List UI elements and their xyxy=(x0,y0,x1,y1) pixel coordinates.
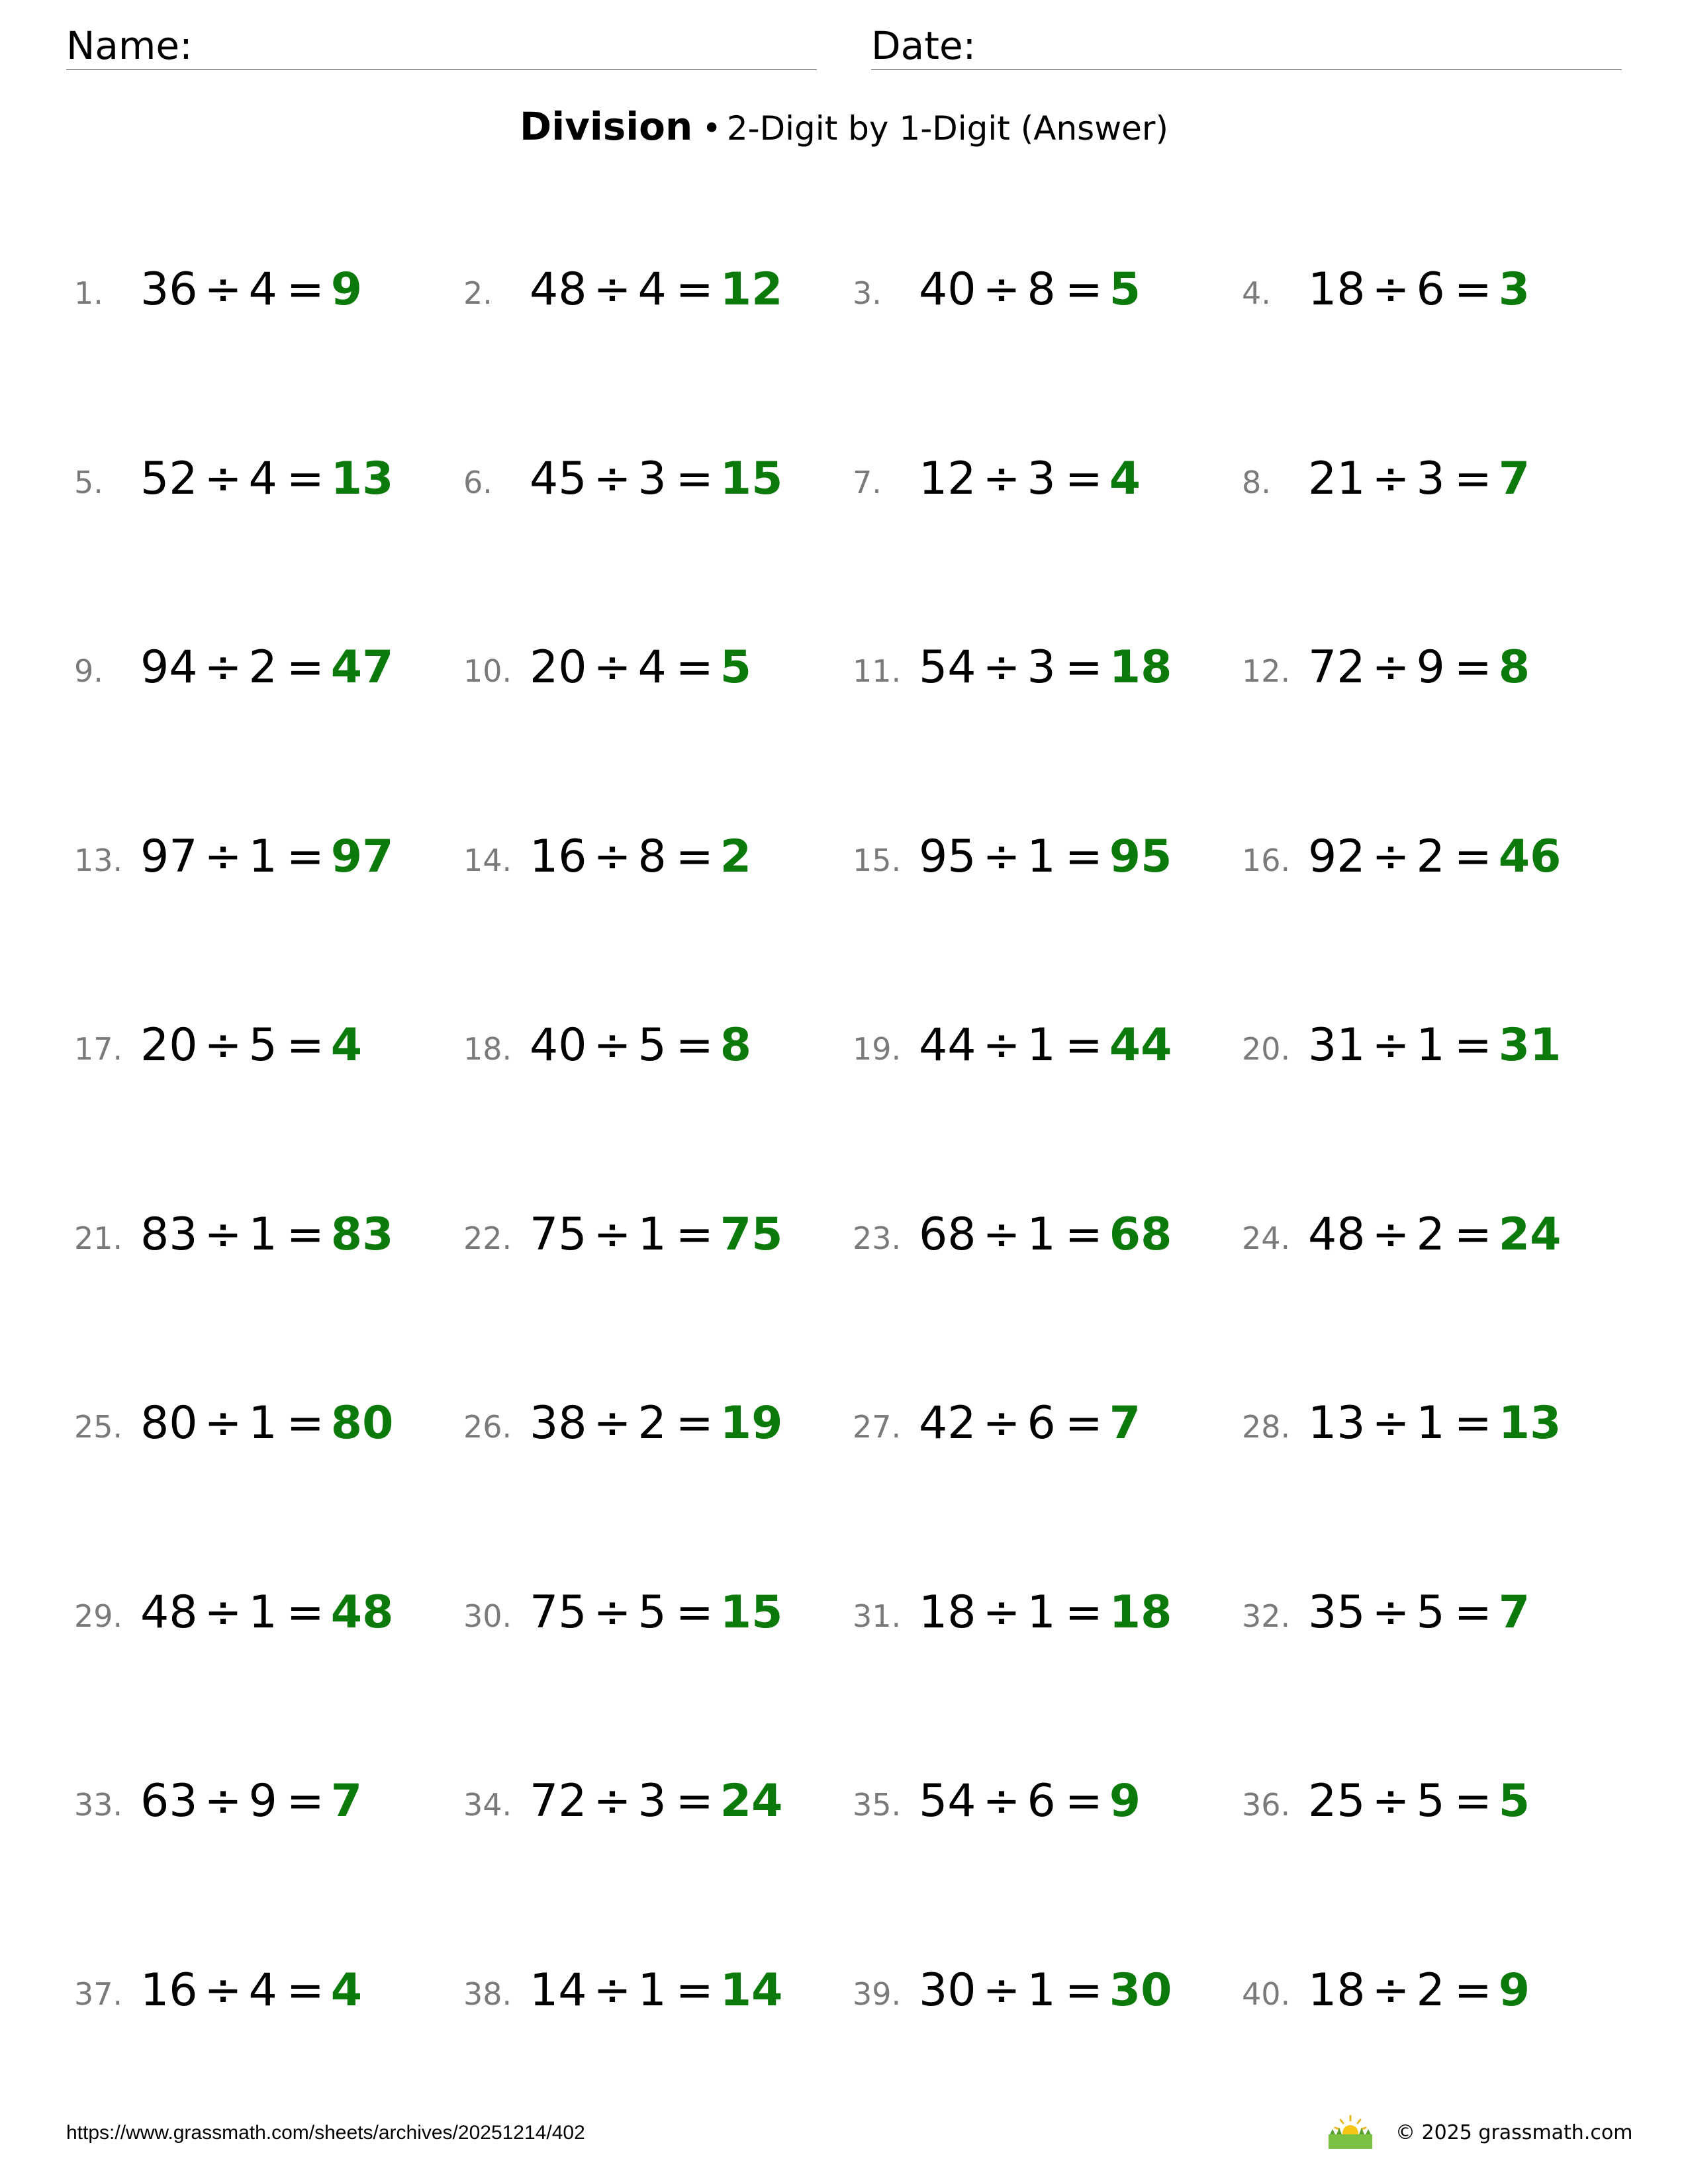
equals-sign: = xyxy=(1064,831,1103,883)
problem-answer: 15 xyxy=(720,453,783,505)
problem-number: 14. xyxy=(463,842,512,878)
dividend: 48 xyxy=(530,263,587,316)
problem-number: 35. xyxy=(853,1787,902,1823)
divisor: 1 xyxy=(1416,1019,1445,1071)
problem-number: 18. xyxy=(463,1031,512,1067)
equals-sign: = xyxy=(286,453,324,505)
problem-answer: 48 xyxy=(330,1586,394,1639)
dividend: 30 xyxy=(919,1964,976,2017)
division-sign: ÷ xyxy=(982,1208,1021,1261)
problem-answer: 31 xyxy=(1498,1019,1562,1071)
problem-expression xyxy=(1308,1208,1562,1261)
division-sign: ÷ xyxy=(982,641,1021,694)
problem-answer: 13 xyxy=(1498,1397,1562,1449)
problem-number: 30. xyxy=(463,1598,512,1634)
division-sign: ÷ xyxy=(1372,453,1410,505)
date-label: Date: xyxy=(871,23,976,68)
problem-answer: 4 xyxy=(330,1964,363,2017)
equals-sign: = xyxy=(675,1775,714,1827)
problem-number: 21. xyxy=(74,1220,123,1256)
dividend: 38 xyxy=(530,1397,587,1449)
equals-sign: = xyxy=(1064,453,1103,505)
divisor: 4 xyxy=(248,1964,277,2017)
equals-sign: = xyxy=(286,1208,324,1261)
equals-sign: = xyxy=(675,1397,714,1449)
division-sign: ÷ xyxy=(593,641,632,694)
problem-answer: 30 xyxy=(1109,1964,1172,2017)
problem-expression xyxy=(530,263,783,316)
problem-expression xyxy=(530,1586,783,1639)
equals-sign: = xyxy=(1064,1208,1103,1261)
divisor: 2 xyxy=(1416,1208,1445,1261)
equals-sign: = xyxy=(675,831,714,883)
problem-number: 3. xyxy=(853,275,882,311)
problem-expression xyxy=(1308,1775,1530,1827)
dividend: 95 xyxy=(919,831,976,883)
equals-sign: = xyxy=(675,1208,714,1261)
problem-answer: 7 xyxy=(330,1775,363,1827)
division-sign: ÷ xyxy=(1372,1397,1410,1449)
problem-expression xyxy=(919,263,1141,316)
problem-answer: 9 xyxy=(1109,1775,1141,1827)
division-sign: ÷ xyxy=(982,263,1021,316)
dividend: 35 xyxy=(1308,1586,1366,1639)
problem-number: 23. xyxy=(853,1220,902,1256)
division-sign: ÷ xyxy=(204,1019,242,1071)
problem-number: 5. xyxy=(74,465,103,500)
divisor: 4 xyxy=(248,263,277,316)
division-sign: ÷ xyxy=(204,1586,242,1639)
dividend: 18 xyxy=(919,1586,976,1639)
division-sign: ÷ xyxy=(204,1775,242,1827)
divisor: 1 xyxy=(248,1397,277,1449)
problem-number: 37. xyxy=(74,1976,123,2012)
problem-expression xyxy=(140,1775,363,1827)
problem-number: 1. xyxy=(74,275,103,311)
equals-sign: = xyxy=(1064,1019,1103,1071)
equals-sign: = xyxy=(1064,1586,1103,1639)
problem-answer: 75 xyxy=(720,1208,783,1261)
problem-number: 39. xyxy=(853,1976,902,2012)
divisor: 1 xyxy=(1027,831,1056,883)
problem-answer: 97 xyxy=(330,831,394,883)
problem-number: 38. xyxy=(463,1976,512,2012)
equals-sign: = xyxy=(1454,641,1492,694)
division-sign: ÷ xyxy=(982,453,1021,505)
equals-sign: = xyxy=(1454,1208,1492,1261)
problem-expression xyxy=(919,831,1172,883)
dividend: 44 xyxy=(919,1019,976,1071)
equals-sign: = xyxy=(1064,1964,1103,2017)
problem-number: 2. xyxy=(463,275,492,311)
problem-number: 20. xyxy=(1242,1031,1291,1067)
dividend: 40 xyxy=(530,1019,587,1071)
dividend: 83 xyxy=(140,1208,198,1261)
divisor: 6 xyxy=(1416,263,1445,316)
equals-sign: = xyxy=(675,453,714,505)
equals-sign: = xyxy=(675,1964,714,2017)
problem-answer: 80 xyxy=(330,1397,394,1449)
problem-number: 15. xyxy=(853,842,902,878)
problem-expression xyxy=(140,1397,394,1449)
problem-number: 29. xyxy=(74,1598,123,1634)
problem-number: 13. xyxy=(74,842,123,878)
problem-number: 36. xyxy=(1242,1787,1291,1823)
division-sign: ÷ xyxy=(204,453,242,505)
divisor: 2 xyxy=(637,1397,667,1449)
division-sign: ÷ xyxy=(593,1775,632,1827)
problem-answer: 68 xyxy=(1109,1208,1172,1261)
problem-answer: 44 xyxy=(1109,1019,1172,1071)
problem-answer: 13 xyxy=(330,453,394,505)
divisor: 4 xyxy=(248,453,277,505)
equals-sign: = xyxy=(286,1964,324,2017)
footer-url[interactable]: https://www.grassmath.com/sheets/archives/20251214/402 xyxy=(66,2122,585,2144)
name-label: Name: xyxy=(66,23,193,68)
problem-expression xyxy=(140,1964,363,2017)
dividend: 54 xyxy=(919,1775,976,1827)
divisor: 3 xyxy=(1027,453,1056,505)
divisor: 1 xyxy=(248,831,277,883)
equals-sign: = xyxy=(1454,1397,1492,1449)
problem-number: 32. xyxy=(1242,1598,1291,1634)
division-sign: ÷ xyxy=(593,453,632,505)
equals-sign: = xyxy=(675,641,714,694)
dividend: 75 xyxy=(530,1586,587,1639)
dividend: 52 xyxy=(140,453,198,505)
divisor: 2 xyxy=(1416,831,1445,883)
problem-expression xyxy=(1308,641,1530,694)
equals-sign: = xyxy=(286,641,324,694)
equals-sign: = xyxy=(286,1397,324,1449)
problem-answer: 9 xyxy=(330,263,363,316)
problem-number: 7. xyxy=(853,465,882,500)
equals-sign: = xyxy=(286,1586,324,1639)
dividend: 36 xyxy=(140,263,198,316)
problem-expression xyxy=(919,641,1172,694)
problem-expression xyxy=(1308,453,1530,505)
problem-number: 4. xyxy=(1242,275,1271,311)
division-sign: ÷ xyxy=(204,1208,242,1261)
dividend: 18 xyxy=(1308,263,1366,316)
problem-expression xyxy=(530,1397,783,1449)
division-sign: ÷ xyxy=(204,641,242,694)
problem-answer: 8 xyxy=(720,1019,752,1071)
divisor: 3 xyxy=(637,1775,667,1827)
equals-sign: = xyxy=(286,831,324,883)
equals-sign: = xyxy=(1454,1775,1492,1827)
problem-expression xyxy=(140,641,394,694)
division-sign: ÷ xyxy=(593,831,632,883)
dividend: 14 xyxy=(530,1964,587,2017)
divisor: 4 xyxy=(637,641,667,694)
equals-sign: = xyxy=(1064,263,1103,316)
division-sign: ÷ xyxy=(204,831,242,883)
problem-expression xyxy=(530,831,752,883)
problem-number: 27. xyxy=(853,1409,902,1445)
equals-sign: = xyxy=(286,263,324,316)
divisor: 5 xyxy=(637,1019,667,1071)
title-separator: • xyxy=(702,109,722,148)
problem-answer: 19 xyxy=(720,1397,783,1449)
problem-expression xyxy=(1308,1019,1562,1071)
dividend: 72 xyxy=(1308,641,1366,694)
title-main: Division xyxy=(520,104,693,149)
divisor: 5 xyxy=(248,1019,277,1071)
problem-number: 17. xyxy=(74,1031,123,1067)
division-sign: ÷ xyxy=(982,1964,1021,2017)
equals-sign: = xyxy=(1064,1775,1103,1827)
problem-number: 10. xyxy=(463,653,512,689)
problem-number: 34. xyxy=(463,1787,512,1823)
problem-answer: 7 xyxy=(1498,453,1530,505)
problem-answer: 46 xyxy=(1498,831,1562,883)
dividend: 16 xyxy=(140,1964,198,2017)
divisor: 1 xyxy=(637,1964,667,2017)
division-sign: ÷ xyxy=(982,1397,1021,1449)
divisor: 4 xyxy=(637,263,667,316)
problem-answer: 18 xyxy=(1109,641,1172,694)
dividend: 13 xyxy=(1308,1397,1366,1449)
problem-expression xyxy=(530,1208,783,1261)
problem-number: 8. xyxy=(1242,465,1271,500)
problem-number: 16. xyxy=(1242,842,1291,878)
equals-sign: = xyxy=(286,1019,324,1071)
problem-expression xyxy=(1308,1586,1530,1639)
division-sign: ÷ xyxy=(982,831,1021,883)
problem-number: 26. xyxy=(463,1409,512,1445)
divisor: 5 xyxy=(1416,1586,1445,1639)
problem-number: 19. xyxy=(853,1031,902,1067)
problem-answer: 7 xyxy=(1109,1397,1141,1449)
dividend: 16 xyxy=(530,831,587,883)
problem-expression xyxy=(1308,831,1562,883)
divisor: 6 xyxy=(1027,1775,1056,1827)
grass-sun-logo-icon xyxy=(1327,2113,1374,2150)
problem-answer: 3 xyxy=(1498,263,1530,316)
equals-sign: = xyxy=(286,1775,324,1827)
problem-answer: 2 xyxy=(720,831,752,883)
division-sign: ÷ xyxy=(204,1397,242,1449)
division-sign: ÷ xyxy=(1372,1775,1410,1827)
division-sign: ÷ xyxy=(593,1586,632,1639)
problem-expression xyxy=(919,1208,1172,1261)
problem-expression xyxy=(919,1397,1141,1449)
divisor: 3 xyxy=(637,453,667,505)
equals-sign: = xyxy=(1454,453,1492,505)
divisor: 1 xyxy=(1416,1397,1445,1449)
equals-sign: = xyxy=(675,1586,714,1639)
dividend: 75 xyxy=(530,1208,587,1261)
dividend: 94 xyxy=(140,641,198,694)
equals-sign: = xyxy=(1454,1019,1492,1071)
division-sign: ÷ xyxy=(204,1964,242,2017)
problem-expression xyxy=(140,1019,363,1071)
divisor: 1 xyxy=(1027,1964,1056,2017)
problem-expression xyxy=(140,1586,394,1639)
problem-expression xyxy=(530,1019,752,1071)
division-sign: ÷ xyxy=(593,1397,632,1449)
division-sign: ÷ xyxy=(1372,1019,1410,1071)
equals-sign: = xyxy=(1454,831,1492,883)
problem-expression xyxy=(140,831,394,883)
divisor: 1 xyxy=(1027,1586,1056,1639)
division-sign: ÷ xyxy=(982,1019,1021,1071)
problem-expression xyxy=(530,453,783,505)
problem-answer: 5 xyxy=(720,641,752,694)
problem-expression xyxy=(919,1775,1141,1827)
problem-expression xyxy=(530,1775,783,1827)
problem-answer: 7 xyxy=(1498,1586,1530,1639)
problem-number: 6. xyxy=(463,465,492,500)
problem-answer: 4 xyxy=(330,1019,363,1071)
problem-answer: 15 xyxy=(720,1586,783,1639)
division-sign: ÷ xyxy=(982,1586,1021,1639)
problem-answer: 24 xyxy=(1498,1208,1562,1261)
dividend: 12 xyxy=(919,453,976,505)
divisor: 2 xyxy=(1416,1964,1445,2017)
problem-number: 12. xyxy=(1242,653,1291,689)
equals-sign: = xyxy=(1454,263,1492,316)
problem-answer: 14 xyxy=(720,1964,783,2017)
problem-number: 25. xyxy=(74,1409,123,1445)
divisor: 1 xyxy=(1027,1208,1056,1261)
division-sign: ÷ xyxy=(593,1208,632,1261)
problem-answer: 24 xyxy=(720,1775,783,1827)
problem-expression xyxy=(140,453,394,505)
division-sign: ÷ xyxy=(593,263,632,316)
divisor: 5 xyxy=(1416,1775,1445,1827)
division-sign: ÷ xyxy=(593,1964,632,2017)
problem-answer: 9 xyxy=(1498,1964,1530,2017)
dividend: 21 xyxy=(1308,453,1366,505)
divisor: 3 xyxy=(1027,641,1056,694)
dividend: 54 xyxy=(919,641,976,694)
problem-answer: 47 xyxy=(330,641,394,694)
problem-answer: 4 xyxy=(1109,453,1141,505)
divisor: 3 xyxy=(1416,453,1445,505)
problem-expression xyxy=(919,1586,1172,1639)
dividend: 80 xyxy=(140,1397,198,1449)
equals-sign: = xyxy=(675,263,714,316)
dividend: 18 xyxy=(1308,1964,1366,2017)
divisor: 1 xyxy=(1027,1019,1056,1071)
dividend: 72 xyxy=(530,1775,587,1827)
problem-number: 24. xyxy=(1242,1220,1291,1256)
equals-sign: = xyxy=(675,1019,714,1071)
division-sign: ÷ xyxy=(1372,831,1410,883)
divisor: 8 xyxy=(637,831,667,883)
problem-expression xyxy=(919,1964,1172,2017)
problem-expression xyxy=(140,1208,394,1261)
problem-number: 40. xyxy=(1242,1976,1291,2012)
division-sign: ÷ xyxy=(1372,1964,1410,2017)
problem-answer: 95 xyxy=(1109,831,1172,883)
division-sign: ÷ xyxy=(593,1019,632,1071)
problem-number: 11. xyxy=(853,653,902,689)
division-sign: ÷ xyxy=(1372,641,1410,694)
divisor: 2 xyxy=(248,641,277,694)
problem-expression xyxy=(1308,1964,1530,2017)
division-sign: ÷ xyxy=(1372,1586,1410,1639)
dividend: 92 xyxy=(1308,831,1366,883)
problem-number: 9. xyxy=(74,653,103,689)
footer-copyright: © 2025 grassmath.com xyxy=(1395,2121,1633,2144)
problem-expression xyxy=(140,263,363,316)
divisor: 9 xyxy=(248,1775,277,1827)
equals-sign: = xyxy=(1064,1397,1103,1449)
problem-expression xyxy=(530,641,752,694)
problem-number: 22. xyxy=(463,1220,512,1256)
dividend: 68 xyxy=(919,1208,976,1261)
problem-expression xyxy=(919,453,1141,505)
problem-expression xyxy=(530,1964,783,2017)
division-sign: ÷ xyxy=(1372,1208,1410,1261)
dividend: 63 xyxy=(140,1775,198,1827)
equals-sign: = xyxy=(1064,641,1103,694)
divisor: 9 xyxy=(1416,641,1445,694)
dividend: 42 xyxy=(919,1397,976,1449)
problem-number: 28. xyxy=(1242,1409,1291,1445)
dividend: 25 xyxy=(1308,1775,1366,1827)
divisor: 8 xyxy=(1027,263,1056,316)
division-sign: ÷ xyxy=(204,263,242,316)
dividend: 40 xyxy=(919,263,976,316)
problem-answer: 5 xyxy=(1109,263,1141,316)
dividend: 48 xyxy=(1308,1208,1366,1261)
dividend: 45 xyxy=(530,453,587,505)
problem-answer: 8 xyxy=(1498,641,1530,694)
divisor: 1 xyxy=(248,1208,277,1261)
divisor: 6 xyxy=(1027,1397,1056,1449)
dividend: 31 xyxy=(1308,1019,1366,1071)
problem-expression xyxy=(1308,263,1530,316)
problem-number: 33. xyxy=(74,1787,123,1823)
divisor: 5 xyxy=(637,1586,667,1639)
dividend: 20 xyxy=(530,641,587,694)
equals-sign: = xyxy=(1454,1964,1492,2017)
division-sign: ÷ xyxy=(1372,263,1410,316)
divisor: 1 xyxy=(637,1208,667,1261)
problem-number: 31. xyxy=(853,1598,902,1634)
problem-answer: 12 xyxy=(720,263,783,316)
problem-answer: 83 xyxy=(330,1208,394,1261)
dividend: 20 xyxy=(140,1019,198,1071)
problem-expression xyxy=(1308,1397,1562,1449)
problem-answer: 18 xyxy=(1109,1586,1172,1639)
dividend: 48 xyxy=(140,1586,198,1639)
equals-sign: = xyxy=(1454,1586,1492,1639)
title-subtitle: 2-Digit by 1-Digit (Answer) xyxy=(726,109,1168,148)
dividend: 97 xyxy=(140,831,198,883)
division-sign: ÷ xyxy=(982,1775,1021,1827)
problem-expression xyxy=(919,1019,1172,1071)
problem-answer: 5 xyxy=(1498,1775,1530,1827)
divisor: 1 xyxy=(248,1586,277,1639)
